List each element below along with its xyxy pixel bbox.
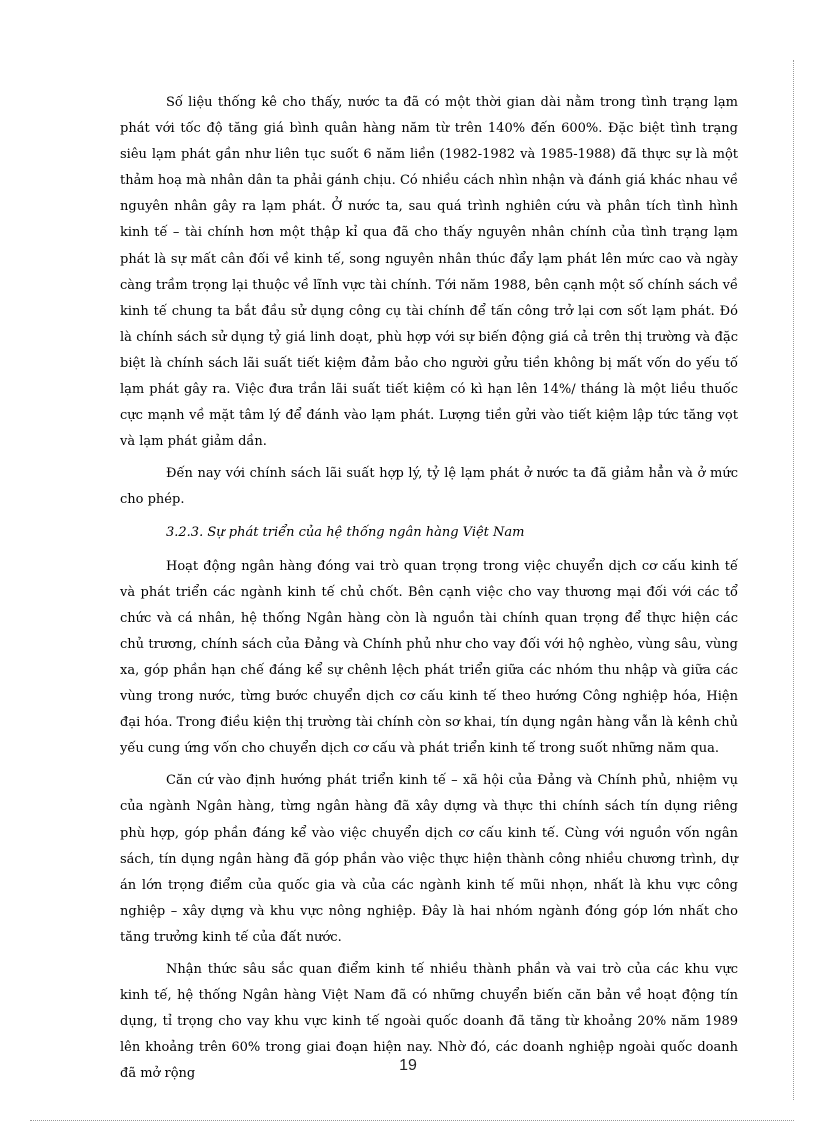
paragraph-credit-policy: Căn cứ vào định hướng phát triển kinh tế – xã hội của Đảng và Chính phủ, nhiệm vụ của ngành Ngân hàng, từng ngân hàng đã xây dựng và thực thi chính sách tín dụng riêng phù hợp, góp phần đáng kể vào việc chuyển dịch cơ cấu kinh tế. Cùng với nguồn vốn ngân sách, tín dụng ngân hàng đã góp phần vào việc thực hiện thành công nhiều chương trình, dự án lớn trọng điểm của quốc gia và của các ngành kinh tế mũi nhọn, nhất là khu vực công nghiệp – xây dựng và khu vực nông nghiệp. Đây là hai nhóm ngành đóng góp lớn nhất cho tăng trưởng kinh tế của đất nước. [120,773,738,945]
paragraph-inflation-history: Số liệu thống kê cho thấy, nước ta đã có một thời gian dài nằm trong tình trạng lạm phát với tốc độ tăng giá bình quân hàng năm từ trên 140% đến 600%. Đặc biệt tình trạng siêu lạm phát gần như liên tục suốt 6 năm liền (1982-1982 và 1985-1988) đã thực sự là một thảm hoạ mà nhân dân ta phải gánh chịu. Có nhiều cách nhìn nhận và đánh giá khác nhau về nguyên nhân gây ra lạm phát. Ở nước ta, sau quá trình nghiên cứu và phân tích tình hình kinh tế – tài chính hơn một thập kỉ qua đã cho thấy nguyên nhân chính của tình trạng lạm phát là sự mất cân đối về kinh tế, song nguyên nhân thúc đẩy lạm phát lên mức cao và ngày càng trầm trọng lại thuộc về lĩnh vực tài chính. Tới năm 1988, bên cạnh một số chính sách về kinh tế chung ta bắt đầu sử dụng công cụ tài chính để tấn công trở lại cơn sốt lạm phát. Đó là chính sách sử dụng tỷ giá linh doạt, phù hợp với sự biến động giá cả trên thị trường và đặc biệt là chính sách lãi suất tiết kiệm đảm bảo cho người gửu tiền không bị mất vốn do yếu tố lạm phát gây ra. Việc đưa trần lãi suất tiết kiệm có kì hạn lên 14%/ tháng là một liều thuốc cực mạnh về mặt tâm lý để đánh vào lạm phát. Lượng tiền gửi vào tiết kiệm lập tức tăng vọt và lạm phát giảm dần. [120,95,738,450]
page-border-bottom [30,1120,794,1122]
paragraph-multi-sector-economy: Nhận thức sâu sắc quan điểm kinh tế nhiều thành phần và vai trò của các khu vực kinh tế, hệ thống Ngân hàng Việt Nam đã có những chuyển biến căn bản về hoạt động tín dụng, tỉ trọng cho vay khu vực kinh tế ngoài quốc doanh đã tăng từ khoảng 20% năm 1989 lên khoảng trên 60% trong giai đoạn hiện nay. Nhờ đó, các doanh nghiệp ngoài quốc doanh đã mở rộng [120,962,738,1082]
section-heading: 3.2.3. Sự phát triển của hệ thống ngân hàng Việt Nam [166,524,525,540]
paragraph-banking-role: Hoạt động ngân hàng đóng vai trò quan trọng trong việc chuyển dịch cơ cấu kinh tế và phát triển các ngành kinh tế chủ chốt. Bên cạnh việc cho vay thương mại đối với các tổ chức và cá nhân, hệ thống Ngân hàng còn là nguồn tài chính quan trọng để thực hiện các chủ trương, chính sách của Đảng và Chính phủ như cho vay đối với hộ nghèo, vùng sâu, vùng xa, góp phần hạn chế đáng kể sự chênh lệch phát triển giữa các nhóm thu nhập và giữa các vùng trong nước, từng bước chuyển dịch cơ cấu kinh tế theo hướng Công nghiệp hóa, Hiện đại hóa. Trong điều kiện thị trường tài chính còn sơ khai, tín dụng ngân hàng vẫn là kênh chủ yếu cung ứng vốn cho chuyển dịch cơ cấu và phát triển kinh tế trong suốt những năm qua. [120,558,738,757]
page-number: 19 [399,1057,417,1074]
page-border-right [793,60,795,1100]
paragraph-interest-rate-policy: Đến nay với chính sách lãi suất hợp lý, tỷ lệ lạm phát ở nước ta đã giảm hẳn và ở mức cho phép. [120,466,738,508]
page-body [120,90,738,1093]
